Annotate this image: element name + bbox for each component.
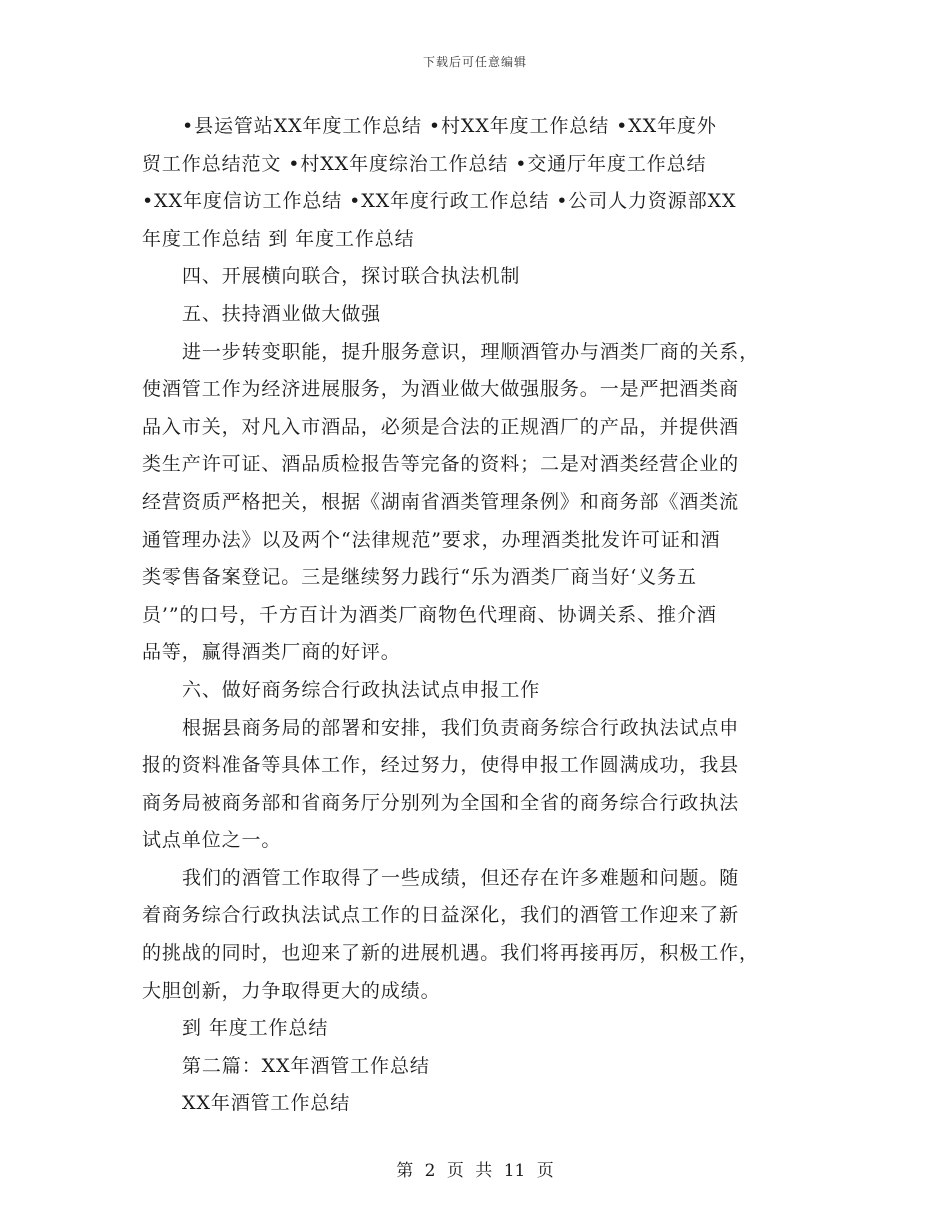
text-line: 我们的酒管工作取得了一些成绩，但还存在许多难题和问题。随	[182, 866, 740, 889]
text-line: 使酒管工作为经济进展服务，为酒业做大做强服务。一是严把酒类商	[142, 378, 740, 401]
text-line: 年度工作总结 到 年度工作总结	[142, 227, 415, 250]
text-line: 进一步转变职能，提升服务意识，理顺酒管办与酒类厂商的关系，	[182, 340, 760, 363]
text-line: •县运管站XX年度工作总结 •村XX年度工作总结 •XX年度外	[182, 115, 717, 137]
text-line: 品等，赢得酒类厂商的好评。	[142, 641, 401, 664]
document-body	[142, 108, 812, 1123]
text-line: 商务局被商务部和省商务厅分别列为全国和全省的商务综合行政执法	[142, 791, 740, 814]
text-line: 大胆创新，力争取得更大的成绩。	[142, 979, 441, 1002]
text-line: 的挑战的同时，也迎来了新的进展机遇。我们将再接再厉，积极工作，	[142, 942, 759, 965]
text-line: 试点单位之一。	[142, 829, 282, 852]
page-header: 下载后可任意编辑	[422, 55, 527, 69]
section-heading: 六、做好商务综合行政执法试点申报工作	[182, 678, 541, 701]
text-line: 通管理办法》以及两个“法律规范”要求，办理酒类批发许可证和酒	[142, 528, 721, 551]
text-line: 类生产许可证、酒品质检报告等完备的资料；二是对酒类经营企业的	[142, 453, 740, 476]
text-line: •XX年度信访工作总结 •XX年度行政工作总结 •公司人力资源部XX	[142, 190, 737, 213]
chapter-subtitle: XX年酒管工作总结	[182, 1092, 351, 1115]
text-line: 贸工作总结范文 •村XX年度综治工作总结 •交通厅年度工作总结	[142, 152, 707, 175]
section-heading: 五、扶持酒业做大做强	[182, 302, 382, 325]
text-line: 经营资质严格把关，根据《湖南省酒类管理条例》和商务部《酒类流	[142, 490, 740, 513]
chapter-title: 第二篇：XX年酒管工作总结	[182, 1054, 430, 1077]
text-line: 着商务综合行政执法试点工作的日益深化，我们的酒管工作迎来了新	[142, 904, 740, 927]
text-line: 类零售备案登记。三是继续努力践行“乐为酒类厂商当好‘义务五	[142, 566, 697, 589]
text-line: 员’”的口号，千方百计为酒类厂商物色代理商、协调关系、推介酒	[142, 603, 717, 626]
text-line: 到 年度工作总结	[182, 1017, 329, 1040]
text-line: 报的资料准备等具体工作，经过努力，使得申报工作圆满成功，我县	[142, 754, 740, 777]
section-heading: 四、开展横向联合，探讨联合执法机制	[182, 265, 521, 288]
text-line: 根据县商务局的部署和安排，我们负责商务综合行政执法试点申	[182, 716, 740, 739]
page-number-footer: 第 2 页 共 11 页	[396, 1161, 554, 1181]
text-line: 品入市关，对凡入市酒品，必须是合法的正规酒厂的产品，并提供酒	[142, 415, 740, 438]
